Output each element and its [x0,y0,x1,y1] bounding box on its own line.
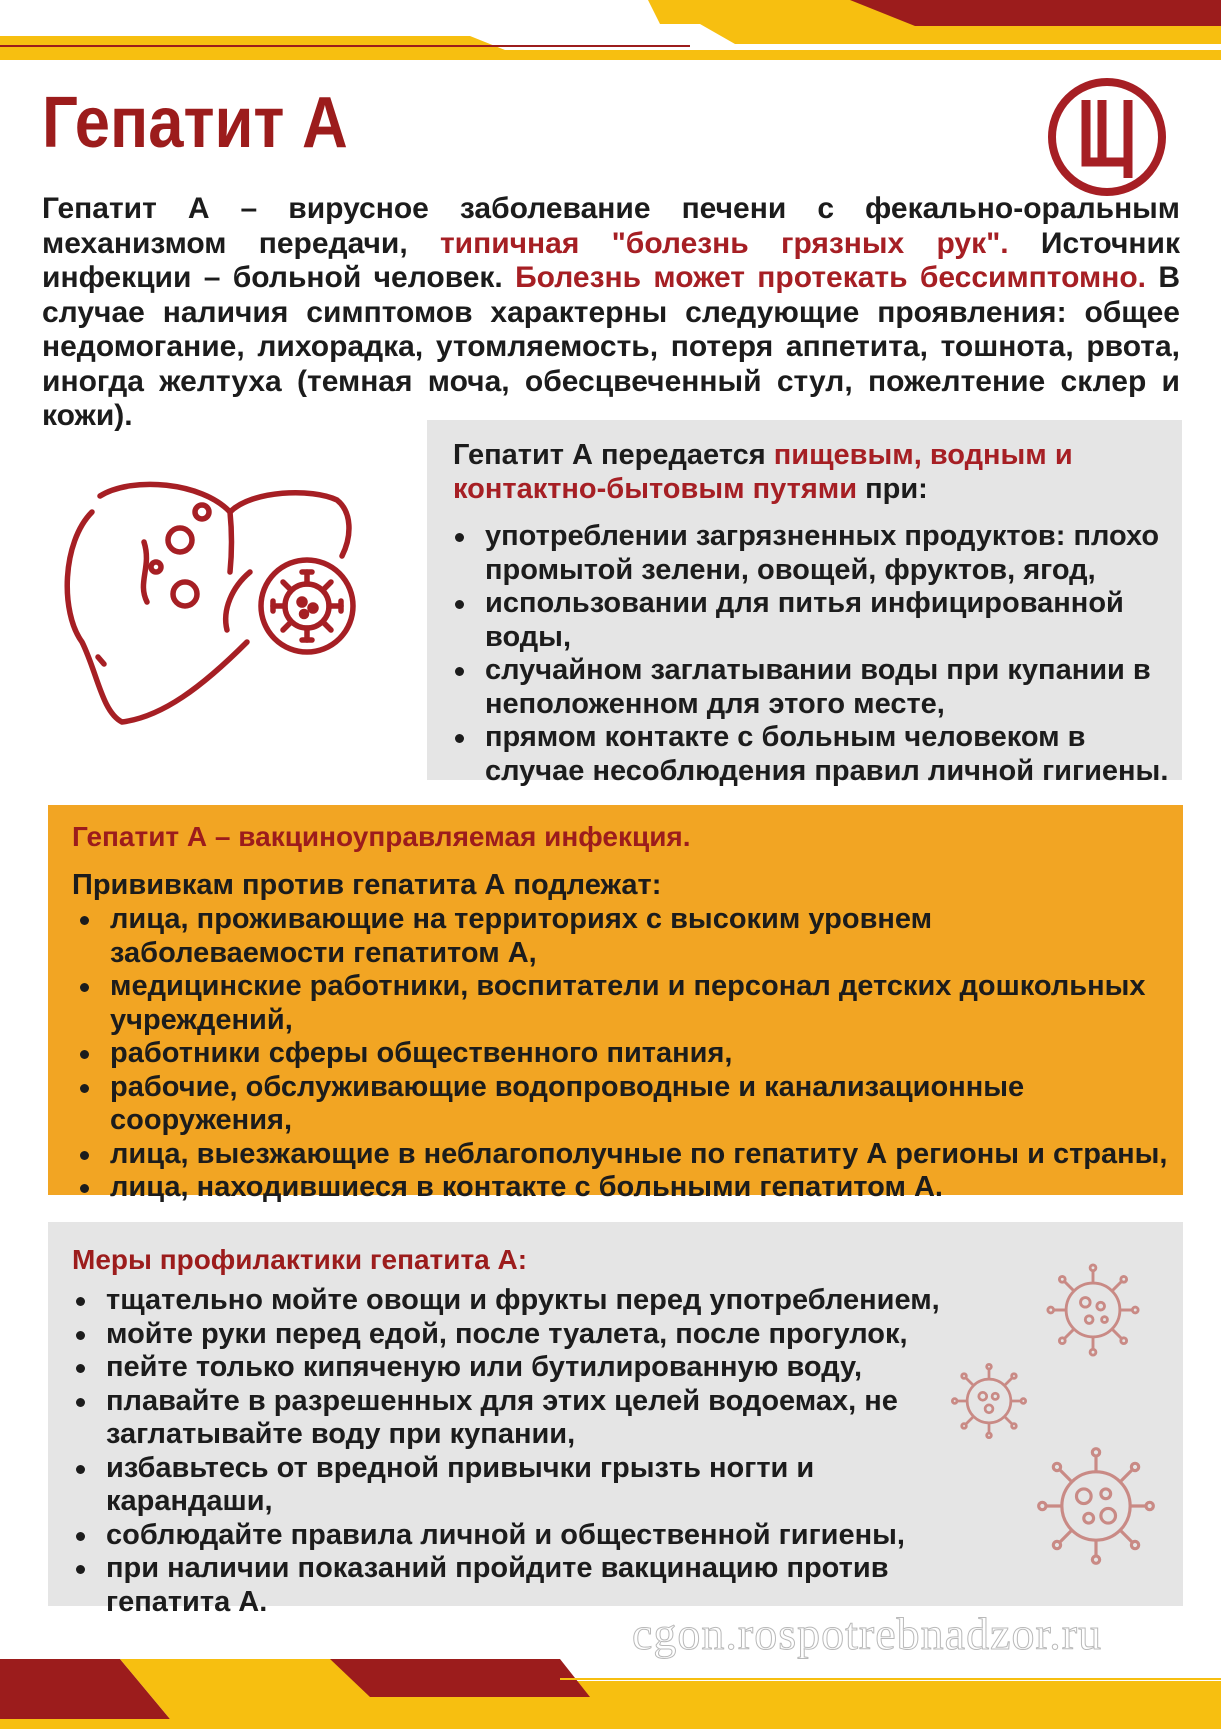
prevention-list [74,1284,974,1619]
list-item: при наличии показаний пройдите вакцинацию против гепатита А. [74,1552,974,1619]
list-item: избавьтесь от вредной привычки грызть ногти и карандаши, [74,1452,974,1519]
vaccination-heading: Гепатит А – вакциноуправляемая инфекция. [72,821,691,852]
list-item: работники сферы общественного питания, [78,1037,1168,1071]
transmission-panel [427,420,1182,787]
watermark-url: cgon.rospotrebnadzor.ru [632,1608,1103,1659]
list-item: употреблении загрязненных продуктов: плохо промытой зелени, овощей, фруктов, ягод, [453,520,1173,587]
list-item: рабочие, обслуживающие водопроводные и канализационные сооружения, [78,1071,1168,1138]
page-title: Гепатит А [42,83,348,163]
list-item: тщательно мойте овощи и фрукты перед употреблением, [74,1284,974,1318]
list-item: мойте руки перед едой, после туалета, после прогулок, [74,1318,974,1352]
list-item: лица, выезжающие в неблагополучные по гепатиту А регионы и страны, [78,1138,1168,1172]
virus-icon [950,1362,1028,1440]
transmission-list [453,520,1173,788]
vaccination-panel [48,805,1183,1203]
list-item: лица, находившиеся в контакте с больными гепатитом А. [78,1171,1168,1205]
transmission-heading: Гепатит А передается пищевым, водным и контактно-бытовым путями при: [453,439,1073,505]
list-item: медицинские работники, воспитатели и персонал детских дошкольных учреждений, [78,970,1168,1037]
bottom-decorative-stripes [0,1659,1221,1729]
list-item: соблюдайте правила личной и общественной гигиены, [74,1519,974,1553]
list-item: прямом контакте с больным человеком в случае несоблюдения правил личной гигиены. [453,721,1173,788]
list-item: пейте только кипяченую или бутилированную воду, [74,1351,974,1385]
vaccination-subheading: Прививкам против гепатита А подлежат: [72,869,662,901]
liver-virus-icon [52,472,392,732]
list-item: случайном заглатывании воды при купании в неположенном для этого месте, [453,654,1173,721]
vaccination-list [78,903,1168,1205]
rospotrebnadzor-logo [1048,78,1166,196]
virus-icon [1035,1445,1157,1567]
intro-paragraph: Гепатит А – вирусное заболевание печени с фекально-оральным механизмом передачи, типичная "болезнь грязных рук". Источник инфекции – больной человек. Болезнь может протекать бессимптомно. В случае наличия симптомов характерны следующие проявления: общее недомогание, лихорадка, утомляемость, потеря аппетита, тошнота, рвота, иногда желтуха (темная моча, обесцвеченный стул, пожелтение склер и кожи). [42,192,1181,432]
top-decorative-stripes [0,0,1221,60]
list-item: использовании для питья инфицированной воды, [453,587,1173,654]
list-item: лица, проживающие на территориях с высоким уровнем заболеваемости гепатитом А, [78,903,1168,970]
virus-icon [1045,1262,1141,1358]
list-item: плавайте в разрешенных для этих целей водоемах, не заглатывайте воду при купании, [74,1385,974,1452]
prevention-heading: Меры профилактики гепатита А: [72,1244,528,1275]
